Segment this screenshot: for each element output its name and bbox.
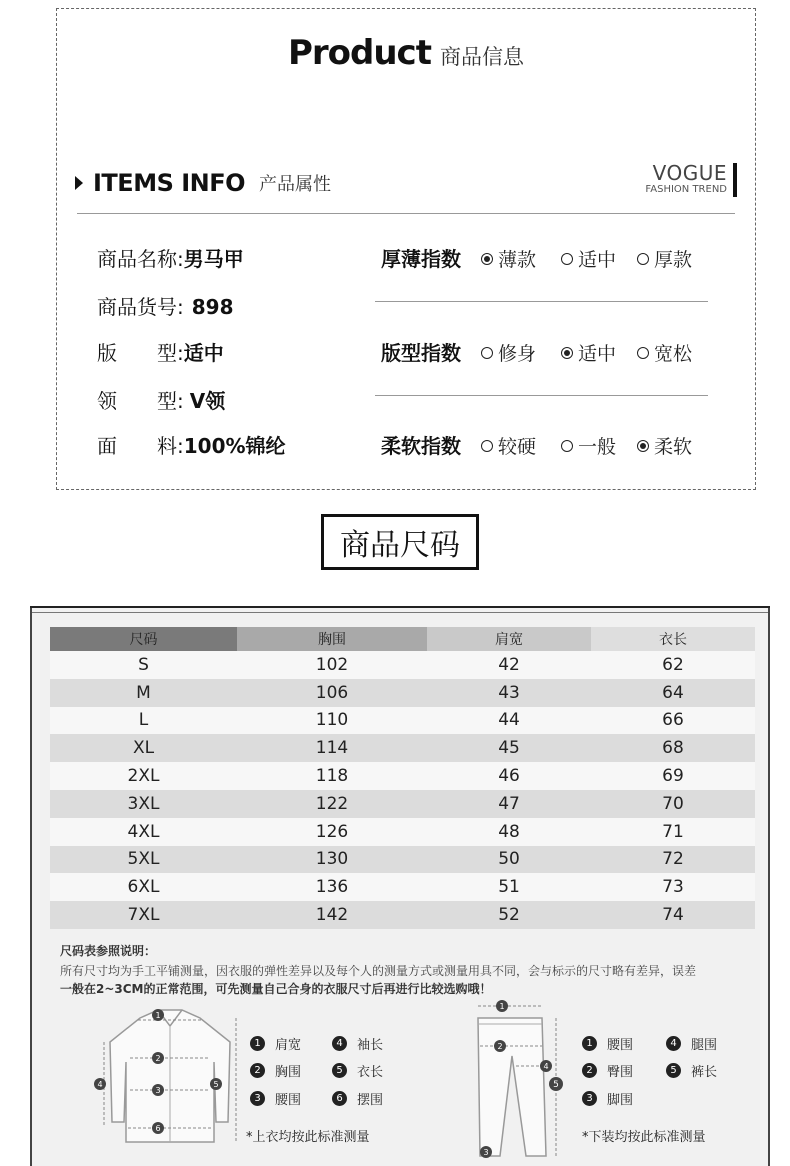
table-cell: 106 xyxy=(237,679,427,707)
divider xyxy=(375,395,708,396)
svg-text:5: 5 xyxy=(213,1080,219,1089)
scale-softness-label: 柔软指数 xyxy=(381,434,461,458)
size-chart-panel xyxy=(30,606,770,1166)
radio-icon xyxy=(561,440,573,452)
legend-item: 4 腿围 xyxy=(666,1034,717,1053)
title-en: Product xyxy=(287,33,431,73)
table-cell: 6XL xyxy=(50,873,237,901)
items-en: ITEMS INFO xyxy=(93,169,246,197)
svg-text:5: 5 xyxy=(553,1080,559,1090)
radio-icon xyxy=(481,347,493,359)
table-cell: 130 xyxy=(237,846,427,874)
legend-item: 4 袖长 xyxy=(332,1034,383,1053)
table-row xyxy=(50,707,755,735)
table-cell: 118 xyxy=(237,762,427,790)
items-info-heading xyxy=(75,169,331,197)
shirt-diagram-icon xyxy=(90,1002,250,1154)
svg-text:3: 3 xyxy=(155,1086,161,1095)
table-cell: 5XL xyxy=(50,846,237,874)
table-cell: 7XL xyxy=(50,901,237,929)
divider xyxy=(77,213,735,214)
svg-text:6: 6 xyxy=(155,1124,161,1133)
table-cell: 122 xyxy=(237,790,427,818)
attr-collar: 领 型: V领 xyxy=(97,389,226,413)
svg-text:2: 2 xyxy=(497,1042,503,1051)
option-regular[interactable]: 适中 xyxy=(561,339,616,366)
attr-name: 商品名称:男马甲 xyxy=(97,247,244,271)
header-length: 衣长 xyxy=(591,627,755,651)
option-soft[interactable]: 柔软 xyxy=(637,432,692,459)
triangle-icon xyxy=(75,176,83,190)
table-cell: 44 xyxy=(427,707,591,735)
table-cell: XL xyxy=(50,734,237,762)
table-row xyxy=(50,901,755,929)
legend-item: 1 肩宽 xyxy=(250,1034,301,1053)
vogue-bar xyxy=(733,163,737,197)
items-cn: 产品属性 xyxy=(259,174,332,195)
table-cell: 51 xyxy=(427,873,591,901)
radio-selected-icon xyxy=(637,440,649,452)
size-table xyxy=(50,627,755,929)
radio-selected-icon xyxy=(481,253,493,265)
table-cell: 64 xyxy=(591,679,755,707)
table-header-row xyxy=(50,627,755,651)
legend-item: 6 摆围 xyxy=(332,1089,383,1108)
option-medium[interactable]: 适中 xyxy=(561,245,616,272)
table-row xyxy=(50,790,755,818)
svg-text:4: 4 xyxy=(97,1080,103,1089)
table-cell: 102 xyxy=(237,651,427,679)
table-row xyxy=(50,679,755,707)
table-cell: 47 xyxy=(427,790,591,818)
header-size: 尺码 xyxy=(50,627,237,651)
table-cell: 71 xyxy=(591,818,755,846)
radio-icon xyxy=(481,440,493,452)
svg-text:1: 1 xyxy=(155,1011,161,1020)
page-title xyxy=(57,33,755,73)
table-cell: 66 xyxy=(591,707,755,735)
table-cell: 68 xyxy=(591,734,755,762)
notes-line-2: 一般在2~3CM的正常范围，可先测量自己合身的衣服尺寸后再进行比较选购哦！ xyxy=(60,982,492,996)
table-cell: 136 xyxy=(237,873,427,901)
table-cell: S xyxy=(50,651,237,679)
pants-note: *下装均按此标准测量 xyxy=(582,1130,706,1145)
table-cell: 70 xyxy=(591,790,755,818)
option-thick[interactable]: 厚款 xyxy=(637,245,692,272)
table-cell: M xyxy=(50,679,237,707)
attr-sku: 商品货号: 898 xyxy=(97,295,234,319)
vogue-badge xyxy=(645,163,737,197)
table-cell: 42 xyxy=(427,651,591,679)
notes-line-1: 所有尺寸均为手工平铺测量，因衣服的弹性差异以及每个人的测量方式或测量用具不同，会与标示的尺寸略有差异，误差 xyxy=(60,964,697,978)
table-cell: 69 xyxy=(591,762,755,790)
header-chest: 胸围 xyxy=(237,627,427,651)
legend-item: 2 臀围 xyxy=(582,1061,633,1080)
option-normal[interactable]: 一般 xyxy=(561,432,616,459)
table-cell: 110 xyxy=(237,707,427,735)
shirt-note: *上衣均按此标准测量 xyxy=(246,1130,370,1145)
table-cell: 4XL xyxy=(50,818,237,846)
notes-text xyxy=(60,962,760,998)
radio-selected-icon xyxy=(561,347,573,359)
table-cell: 114 xyxy=(237,734,427,762)
table-row xyxy=(50,734,755,762)
table-row xyxy=(50,846,755,874)
table-cell: 43 xyxy=(427,679,591,707)
table-cell: 126 xyxy=(237,818,427,846)
radio-icon xyxy=(637,253,649,265)
table-cell: 74 xyxy=(591,901,755,929)
table-cell: L xyxy=(50,707,237,735)
legend-item: 3 腰围 xyxy=(250,1089,301,1108)
attr-fit: 版 型:适中 xyxy=(97,341,224,365)
table-cell: 72 xyxy=(591,846,755,874)
size-heading: 商品尺码 xyxy=(321,514,479,570)
svg-text:4: 4 xyxy=(543,1062,549,1071)
table-row xyxy=(50,873,755,901)
scale-fit-label: 版型指数 xyxy=(381,341,461,365)
radio-icon xyxy=(561,253,573,265)
legend-item: 3 脚围 xyxy=(582,1089,633,1108)
pants-length-marker-icon xyxy=(548,1076,564,1092)
table-cell: 52 xyxy=(427,901,591,929)
table-row xyxy=(50,818,755,846)
table-cell: 46 xyxy=(427,762,591,790)
svg-text:1: 1 xyxy=(499,1002,505,1011)
table-row xyxy=(50,651,755,679)
svg-text:2: 2 xyxy=(155,1054,161,1063)
radio-icon xyxy=(637,347,649,359)
table-cell: 45 xyxy=(427,734,591,762)
legend-item: 1 腰围 xyxy=(582,1034,633,1053)
notes-title: 尺码表参照说明： xyxy=(60,944,157,958)
table-cell: 73 xyxy=(591,873,755,901)
option-slim[interactable]: 修身 xyxy=(481,339,536,366)
legend-item: 5 衣长 xyxy=(332,1061,383,1080)
divider xyxy=(375,301,708,302)
scale-thickness-label: 厚薄指数 xyxy=(381,247,461,271)
product-info-panel xyxy=(56,8,756,490)
vogue-subtext: FASHION TREND xyxy=(645,184,727,195)
table-cell: 50 xyxy=(427,846,591,874)
table-cell: 3XL xyxy=(50,790,237,818)
vogue-text: VOGUE xyxy=(652,161,727,185)
table-row xyxy=(50,762,755,790)
legend-item: 5 裤长 xyxy=(666,1061,717,1080)
option-thin[interactable]: 薄款 xyxy=(481,245,536,272)
header-shoulder: 肩宽 xyxy=(427,627,591,651)
svg-text:3: 3 xyxy=(483,1148,489,1157)
table-cell: 48 xyxy=(427,818,591,846)
option-hard[interactable]: 较硬 xyxy=(481,432,536,459)
table-cell: 2XL xyxy=(50,762,237,790)
attr-fabric: 面 料:100%锦纶 xyxy=(97,434,286,458)
table-cell: 142 xyxy=(237,901,427,929)
title-cn: 商品信息 xyxy=(440,45,525,69)
legend-item: 2 胸围 xyxy=(250,1061,301,1080)
table-cell: 62 xyxy=(591,651,755,679)
option-loose[interactable]: 宽松 xyxy=(637,339,692,366)
